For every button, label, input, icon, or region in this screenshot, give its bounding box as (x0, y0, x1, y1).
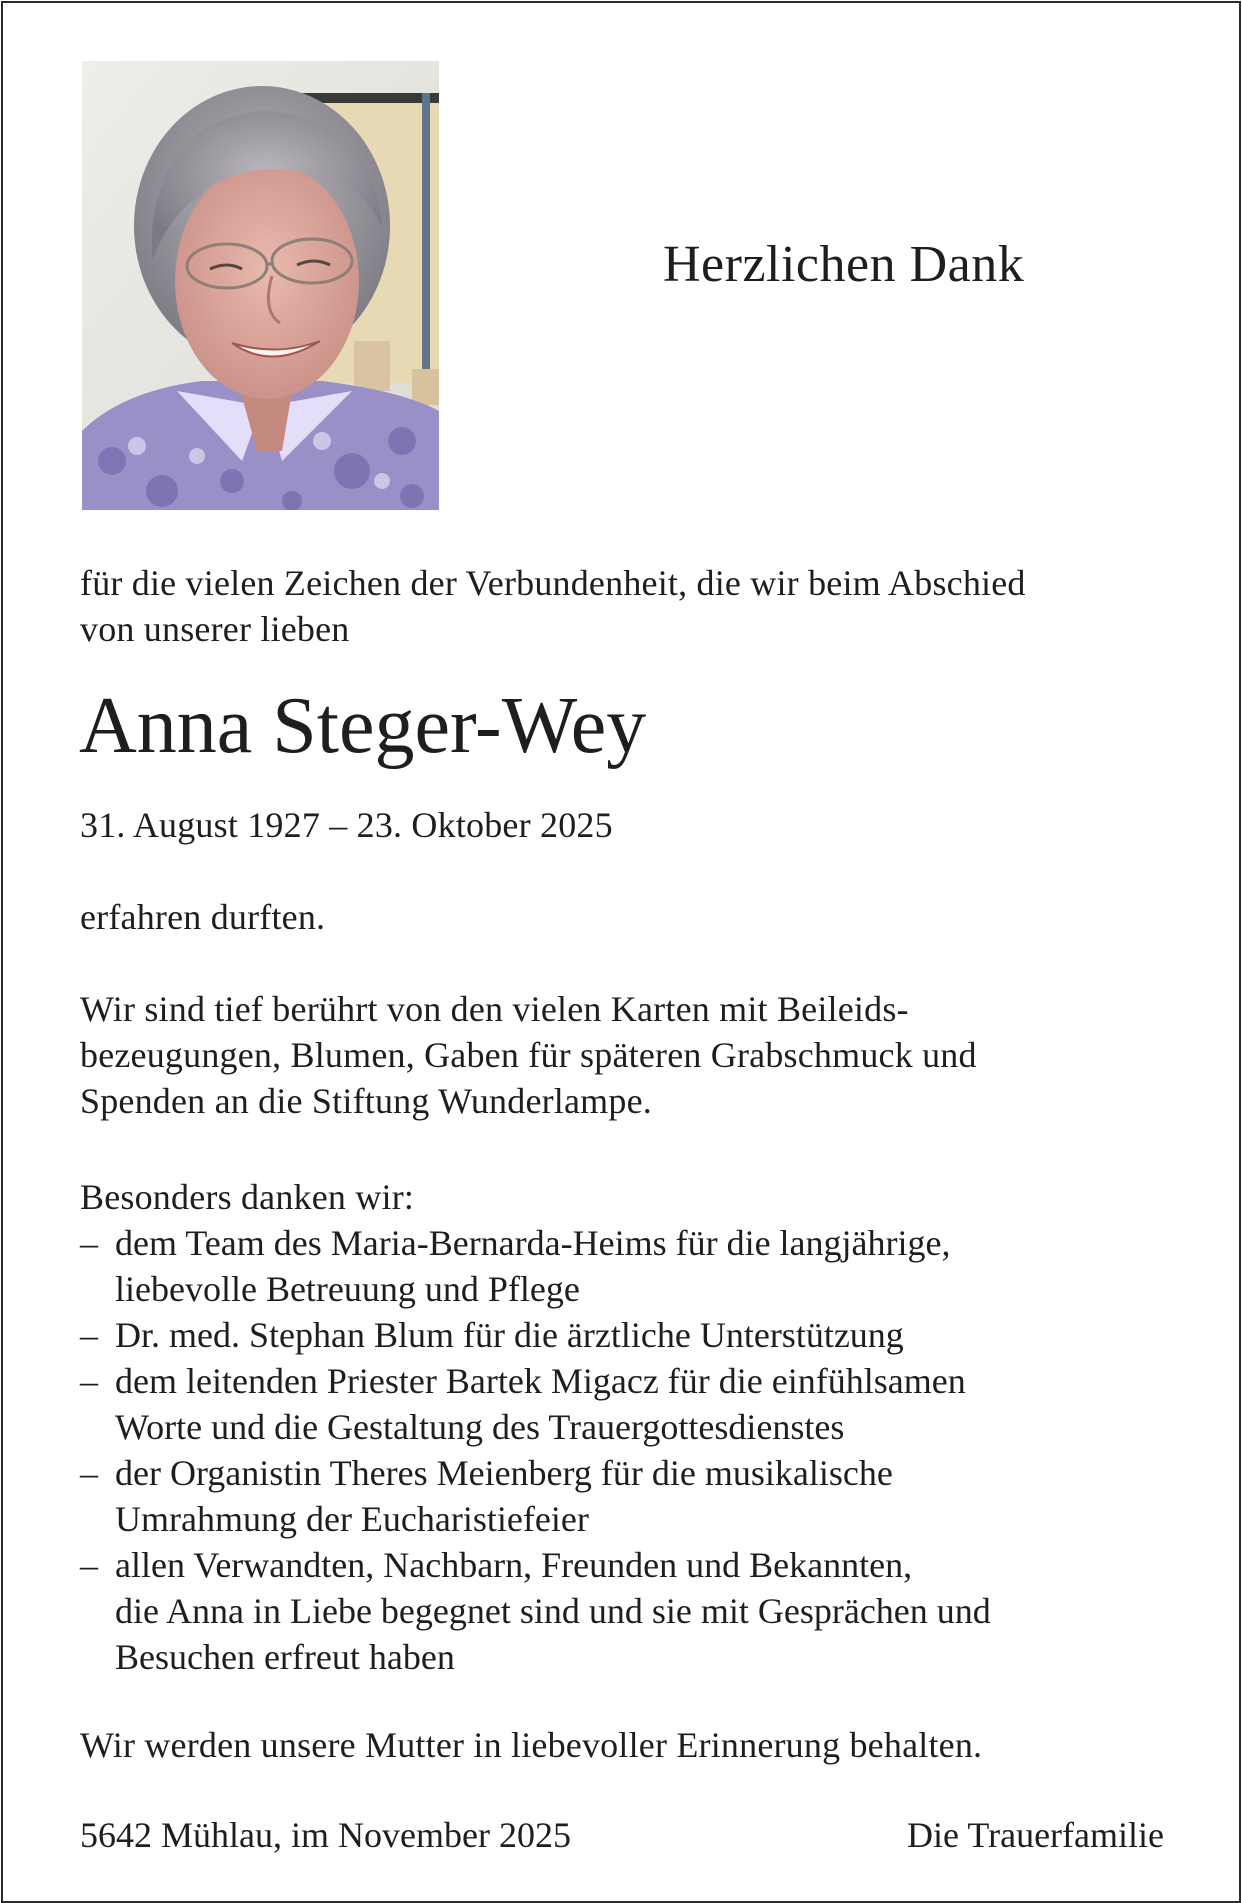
intro-continuation: erfahren durften. (80, 897, 326, 937)
portrait-image-icon (82, 61, 439, 510)
dash-bullet: – (80, 1315, 98, 1355)
intro-line-1: für die vielen Zeichen der Verbundenheit, die wir beim Abschied (80, 563, 1026, 603)
thanks-heading: Besonders danken wir: (80, 1177, 415, 1217)
paragraph-line-1: Wir sind tief berührt von den vielen Karten mit Beileids- (80, 989, 909, 1029)
thanks-item-line: Dr. med. Stephan Blum für die ärztliche Unterstützung (115, 1315, 904, 1355)
thanks-item-line: liebevolle Betreuung und Pflege (115, 1269, 580, 1309)
dash-bullet: – (80, 1453, 98, 1493)
notice-frame (1, 1, 1241, 1903)
paragraph-line-3: Spenden an die Stiftung Wunderlampe. (80, 1081, 652, 1121)
thanks-item-line: dem Team des Maria-Bernarda-Heims für die langjährige, (115, 1223, 951, 1263)
thanks-item (80, 1312, 991, 1358)
thanks-item (80, 1542, 991, 1680)
thanks-item (80, 1358, 991, 1450)
headline: Herzlichen Dank (663, 236, 1025, 293)
thanks-item-line: dem leitenden Priester Bartek Migacz für die einfühlsamen (115, 1361, 966, 1401)
paragraph-line-2: bezeugungen, Blumen, Gaben für späteren Grabschmuck und (80, 1035, 977, 1075)
dash-bullet: – (80, 1361, 98, 1401)
life-dates: 31. August 1927 – 23. Oktober 2025 (80, 805, 613, 845)
intro-line-2: von unserer lieben (80, 609, 350, 649)
closing-line: Wir werden unsere Mutter in liebevoller Erinnerung behalten. (80, 1725, 983, 1765)
thanks-item-line: Worte und die Gestaltung des Trauergottesdienstes (115, 1407, 845, 1447)
portrait-photo (82, 61, 439, 510)
thanks-item-line: Besuchen erfreut haben (115, 1637, 455, 1677)
thanks-item-line: allen Verwandten, Nachbarn, Freunden und Bekannten, (115, 1545, 913, 1585)
dash-bullet: – (80, 1545, 98, 1585)
thanks-item (80, 1450, 991, 1542)
thanks-item-line: der Organistin Theres Meienberg für die musikalische (115, 1453, 893, 1493)
thanks-item-line: Umrahmung der Eucharistiefeier (115, 1499, 589, 1539)
thanks-list (80, 1220, 991, 1680)
thanks-item-line: die Anna in Liebe begegnet sind und sie mit Gesprächen und (115, 1591, 991, 1631)
signature: Die Trauerfamilie (907, 1815, 1164, 1855)
place-date: 5642 Mühlau, im November 2025 (80, 1815, 571, 1855)
thanks-item (80, 1220, 991, 1312)
deceased-name: Anna Steger-Wey (79, 682, 647, 770)
dash-bullet: – (80, 1223, 98, 1263)
